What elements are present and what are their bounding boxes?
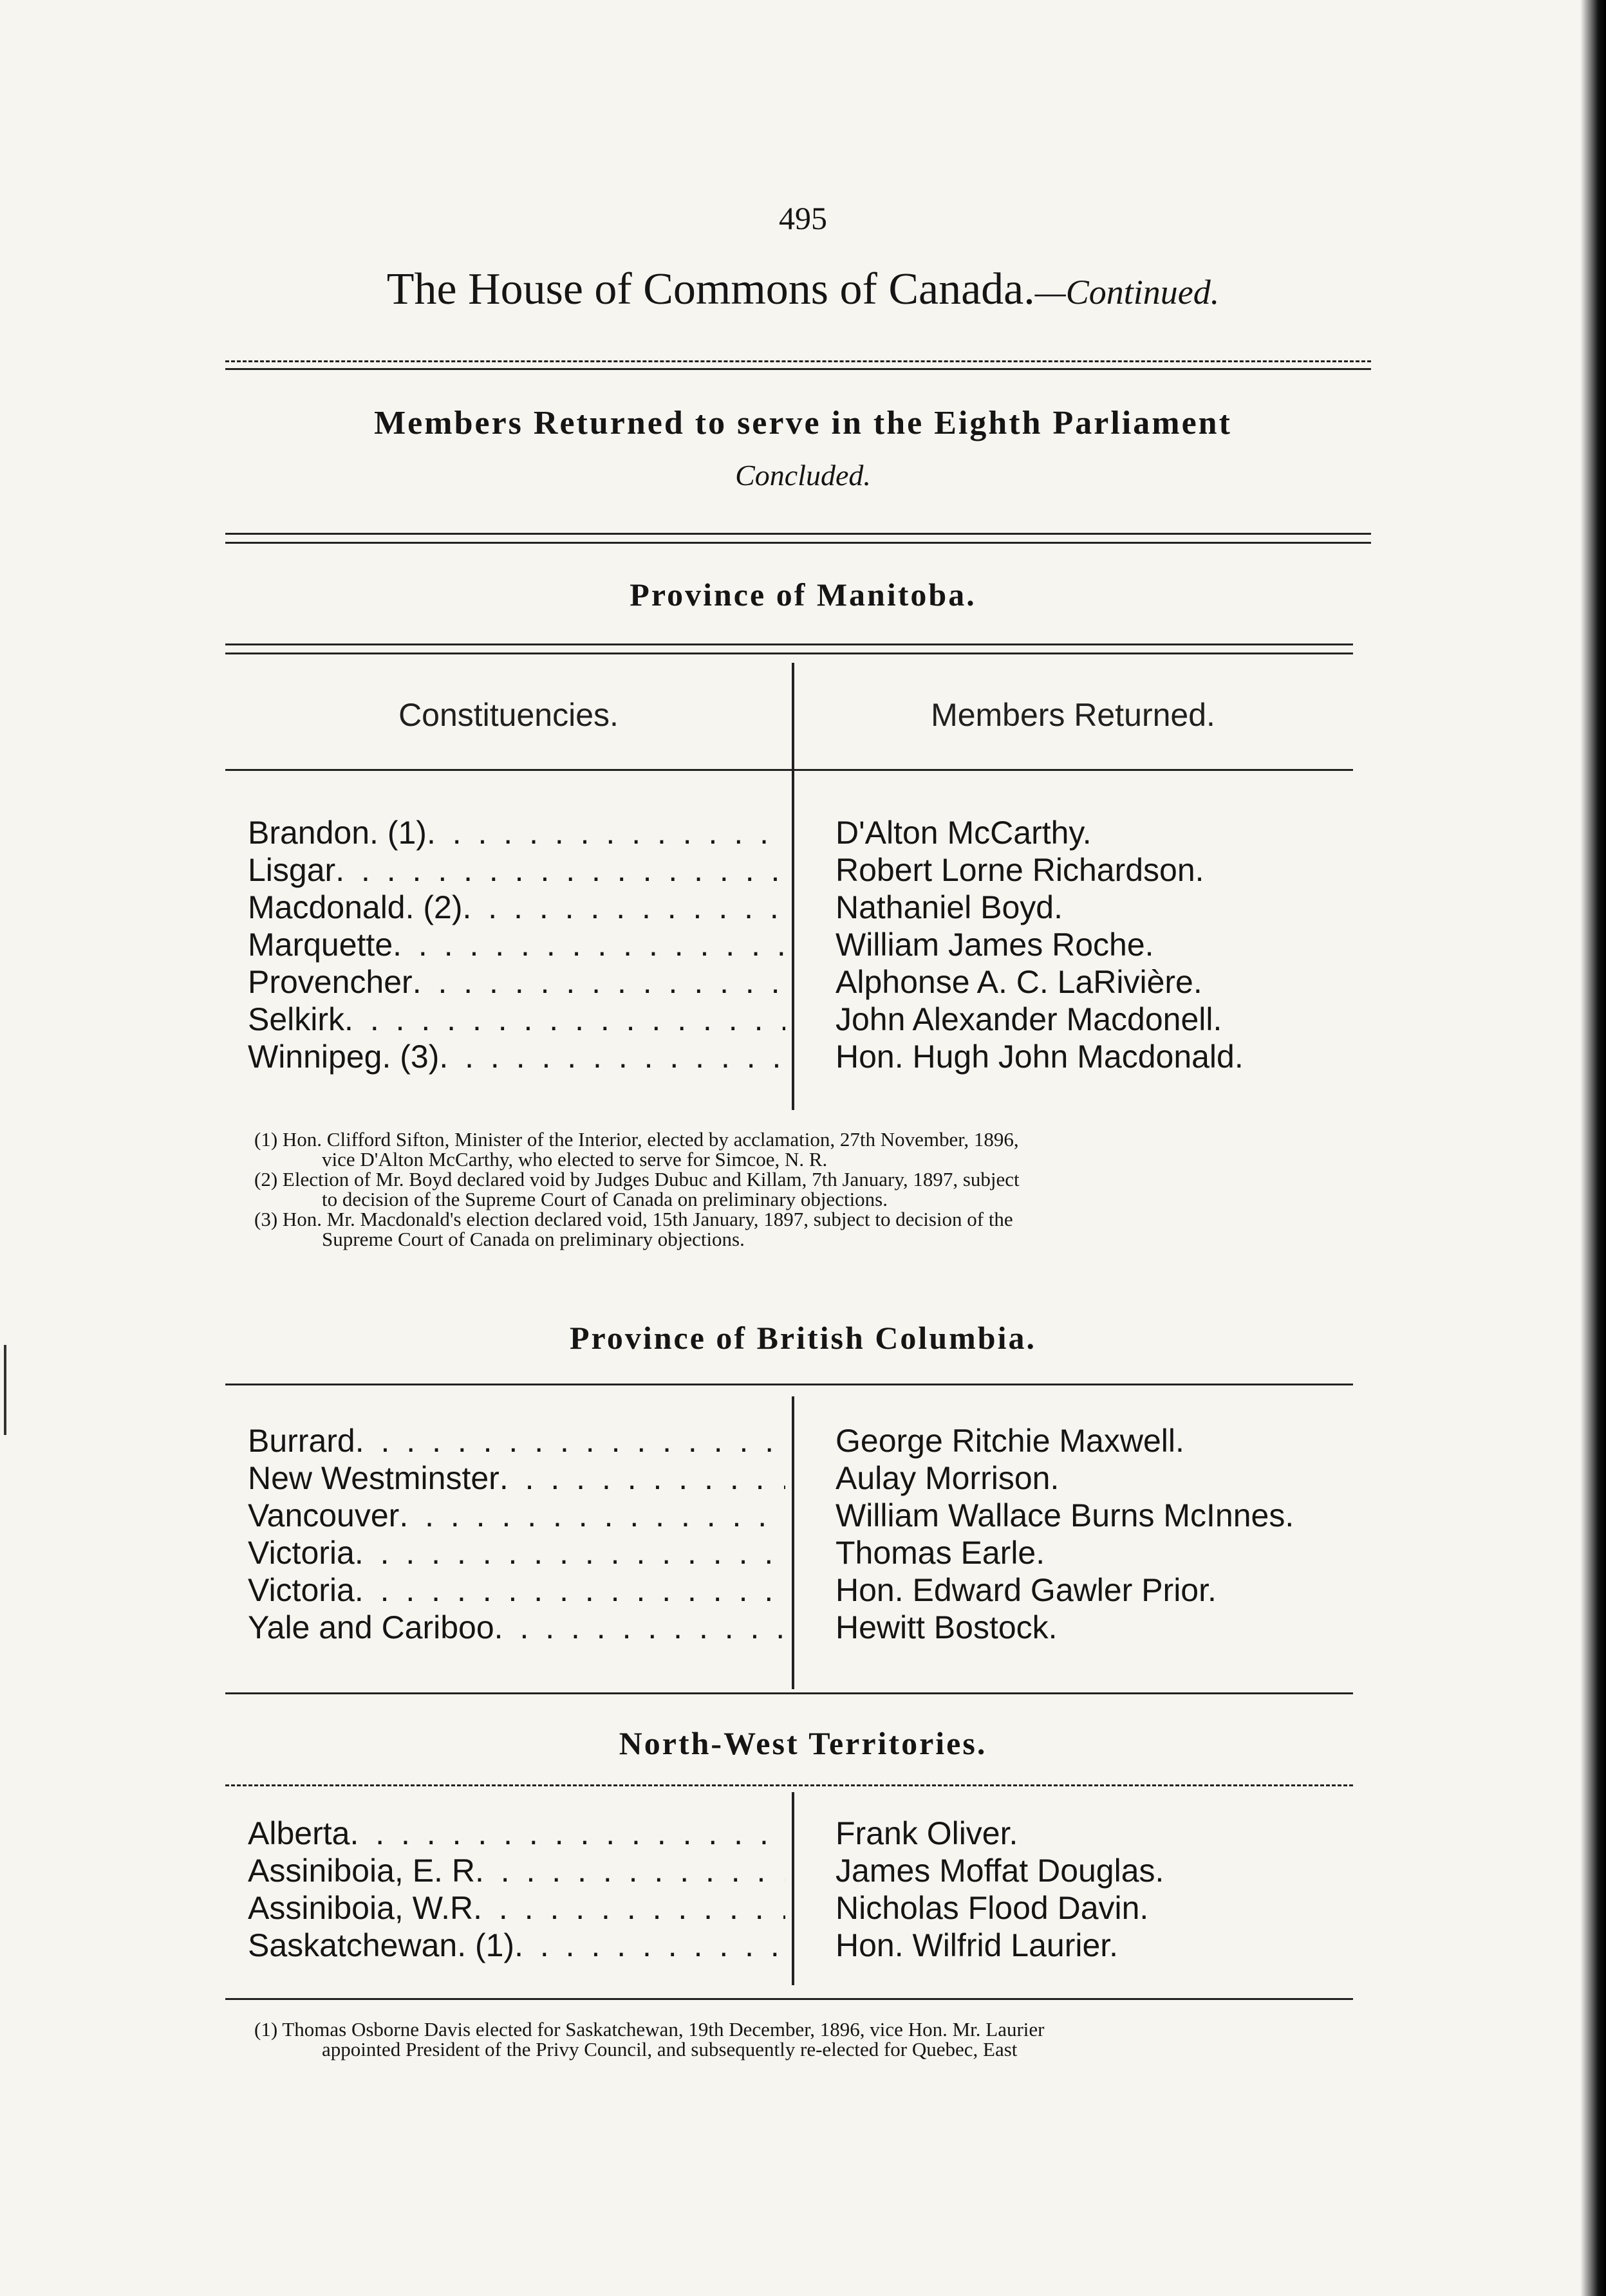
leader-dots: [355, 1422, 785, 1459]
constituency-row: [248, 963, 785, 1001]
leader-dots: [463, 889, 786, 926]
leader-dots: [500, 1459, 785, 1497]
page-binding-edge: [1580, 0, 1606, 2296]
member-row: [836, 926, 1383, 963]
bc-members: [836, 1422, 1383, 1646]
constituency-row: [248, 889, 785, 926]
constituency-row: [248, 1001, 785, 1038]
member-row: [836, 1889, 1383, 1927]
constituency-row: [248, 1038, 785, 1075]
constituency-row: [248, 1571, 785, 1609]
members-subheading: Concluded.: [735, 459, 871, 492]
manitoba-rule-top-2: [225, 653, 1353, 654]
leader-dots: [350, 1815, 785, 1852]
member-row: [836, 1815, 1383, 1852]
leader-dots: [344, 1001, 785, 1038]
constituency-row: [248, 1852, 785, 1889]
rule-under-title: [225, 360, 1371, 362]
member-name: Nicholas Flood Davin.: [836, 1890, 1149, 1926]
member-row: [836, 1497, 1383, 1534]
member-name: Thomas Earle.: [836, 1535, 1045, 1571]
nw-rule-bottom: [225, 1998, 1353, 2000]
member-row: [836, 1422, 1383, 1459]
constituency-row: [248, 1497, 785, 1534]
constituency-row: [248, 926, 785, 963]
member-name: James Moffat Douglas.: [836, 1853, 1164, 1889]
leader-dots: [399, 1497, 785, 1534]
members-heading: Members Returned to serve in the Eighth Parliament: [374, 405, 1232, 441]
manitoba-column-divider: [792, 663, 794, 1110]
footnote-line: (2) Election of Mr. Boyd declared void by Judges Dubuc and Killam, 7th January, 1897, subject: [254, 1168, 1020, 1190]
constituency-name: Provencher: [248, 964, 413, 1000]
constituency-name: Saskatchewan. (1): [248, 1927, 515, 1963]
leader-dots: [355, 1571, 785, 1609]
member-name: Hon. Wilfrid Laurier.: [836, 1927, 1119, 1963]
footnote-line: (3) Hon. Mr. Macdonald's election declared void, 15th January, 1897, subject to decision of the: [254, 1208, 1013, 1230]
manitoba-header-rule: [225, 769, 1353, 771]
bc-rule-bottom: [225, 1692, 1353, 1694]
member-row: [836, 1001, 1383, 1038]
member-name: D'Alton McCarthy.: [836, 815, 1092, 851]
constituency-row: [248, 1459, 785, 1497]
constituency-row: [248, 1927, 785, 1964]
member-name: Frank Oliver.: [836, 1815, 1018, 1851]
footnote-line: (1) Hon. Clifford Sifton, Minister of the Interior, elected by acclamation, 27th November, 1896,: [254, 1128, 1019, 1151]
constituency-name: Victoria: [248, 1572, 355, 1608]
bc-constituencies: [248, 1422, 785, 1646]
footnote-line: (1) Thomas Osborne Davis elected for Saskatchewan, 19th December, 1896, vice Hon. Mr. Laurier: [254, 2018, 1045, 2041]
leader-dots: [355, 1534, 785, 1571]
constituency-name: Assiniboia, E. R: [248, 1853, 475, 1889]
member-name: Hewitt Bostock.: [836, 1609, 1058, 1645]
bc-column-divider: [792, 1396, 794, 1689]
member-name: Nathaniel Boyd.: [836, 889, 1063, 925]
leader-dots: [335, 851, 785, 889]
member-row: [836, 1852, 1383, 1889]
british-columbia-heading: Province of British Columbia.: [570, 1320, 1036, 1356]
nw-column-divider: [792, 1792, 794, 1985]
member-name: Hon. Hugh John Macdonald.: [836, 1039, 1244, 1075]
member-row: [836, 1927, 1383, 1964]
footnote-line: appointed President of the Privy Council, and subsequently re-elected for Quebec, East: [322, 2038, 1018, 2060]
member-name: Alphonse A. C. LaRivière.: [836, 964, 1202, 1000]
column-header-members: Members Returned.: [931, 697, 1215, 733]
rule-double-bottom: [225, 542, 1371, 544]
nw-constituencies: [248, 1815, 785, 1964]
manitoba-constituencies: [248, 814, 785, 1075]
leader-dots: [475, 1852, 785, 1889]
constituency-name: Selkirk: [248, 1001, 345, 1037]
constituency-name: New Westminster: [248, 1460, 500, 1496]
constituency-name: Victoria: [248, 1535, 355, 1571]
bc-rule-top: [225, 1384, 1353, 1385]
leader-dots: [427, 814, 785, 851]
member-name: Aulay Morrison.: [836, 1460, 1060, 1496]
member-row: [836, 1534, 1383, 1571]
footnote-line: vice D'Alton McCarthy, who elected to serve for Simcoe, N. R.: [322, 1148, 828, 1171]
nw-rule-top: [225, 1784, 1353, 1786]
member-row: [836, 1571, 1383, 1609]
leader-dots: [393, 926, 785, 963]
leader-dots: [439, 1038, 785, 1075]
member-name: John Alexander Macdonell.: [836, 1001, 1222, 1037]
rule-double-top: [225, 533, 1371, 535]
constituency-name: Lisgar: [248, 852, 336, 888]
page-title: [0, 264, 1606, 315]
member-name: William Wallace Burns McInnes.: [836, 1497, 1294, 1533]
constituency-row: [248, 851, 785, 889]
member-row: [836, 1038, 1383, 1075]
leader-dots: [413, 963, 785, 1001]
title-main: The House of Commons of Canada.: [386, 264, 1035, 314]
member-row: [836, 1609, 1383, 1646]
constituency-row: [248, 1609, 785, 1646]
north-west-heading: North-West Territories.: [619, 1725, 987, 1761]
constituency-row: [248, 1534, 785, 1571]
nw-footnotes: [254, 2019, 1365, 2059]
leader-dots: [473, 1889, 785, 1927]
constituency-row: [248, 814, 785, 851]
member-row: [836, 963, 1383, 1001]
constituency-row: [248, 1422, 785, 1459]
nw-members: [836, 1815, 1383, 1964]
constituency-name: Yale and Cariboo: [248, 1609, 494, 1645]
manitoba-heading: Province of Manitoba.: [630, 577, 976, 613]
page-number: 495: [779, 200, 827, 236]
member-row: [836, 814, 1383, 851]
member-name: George Ritchie Maxwell.: [836, 1423, 1184, 1459]
manitoba-members: [836, 814, 1383, 1075]
member-row: [836, 889, 1383, 926]
margin-mark: [4, 1345, 6, 1435]
constituency-name: Brandon. (1): [248, 815, 427, 851]
manitoba-rule-top: [225, 643, 1353, 645]
member-row: [836, 851, 1383, 889]
footnote-line: to decision of the Supreme Court of Canada on preliminary objections.: [322, 1188, 888, 1210]
member-name: Robert Lorne Richardson.: [836, 852, 1204, 888]
member-name: Hon. Edward Gawler Prior.: [836, 1572, 1217, 1608]
member-row: [836, 1459, 1383, 1497]
member-name: William James Roche.: [836, 927, 1154, 963]
constituency-name: Macdonald. (2): [248, 889, 463, 925]
constituency-name: Vancouver: [248, 1497, 400, 1533]
constituency-name: Marquette: [248, 927, 393, 963]
title-suffix: —Continued.: [1034, 273, 1220, 311]
constituency-row: [248, 1889, 785, 1927]
constituency-name: Winnipeg. (3): [248, 1039, 440, 1075]
rule-under-title-2: [225, 368, 1371, 370]
constituency-name: Alberta: [248, 1815, 350, 1851]
leader-dots: [494, 1609, 785, 1646]
constituency-row: [248, 1815, 785, 1852]
constituency-name: Assiniboia, W.R: [248, 1890, 474, 1926]
column-header-constituencies: Constituencies.: [398, 697, 619, 733]
constituency-name: Burrard: [248, 1423, 355, 1459]
manitoba-footnotes: [254, 1129, 1365, 1249]
footnote-line: Supreme Court of Canada on preliminary objections.: [322, 1228, 745, 1250]
leader-dots: [514, 1927, 785, 1964]
